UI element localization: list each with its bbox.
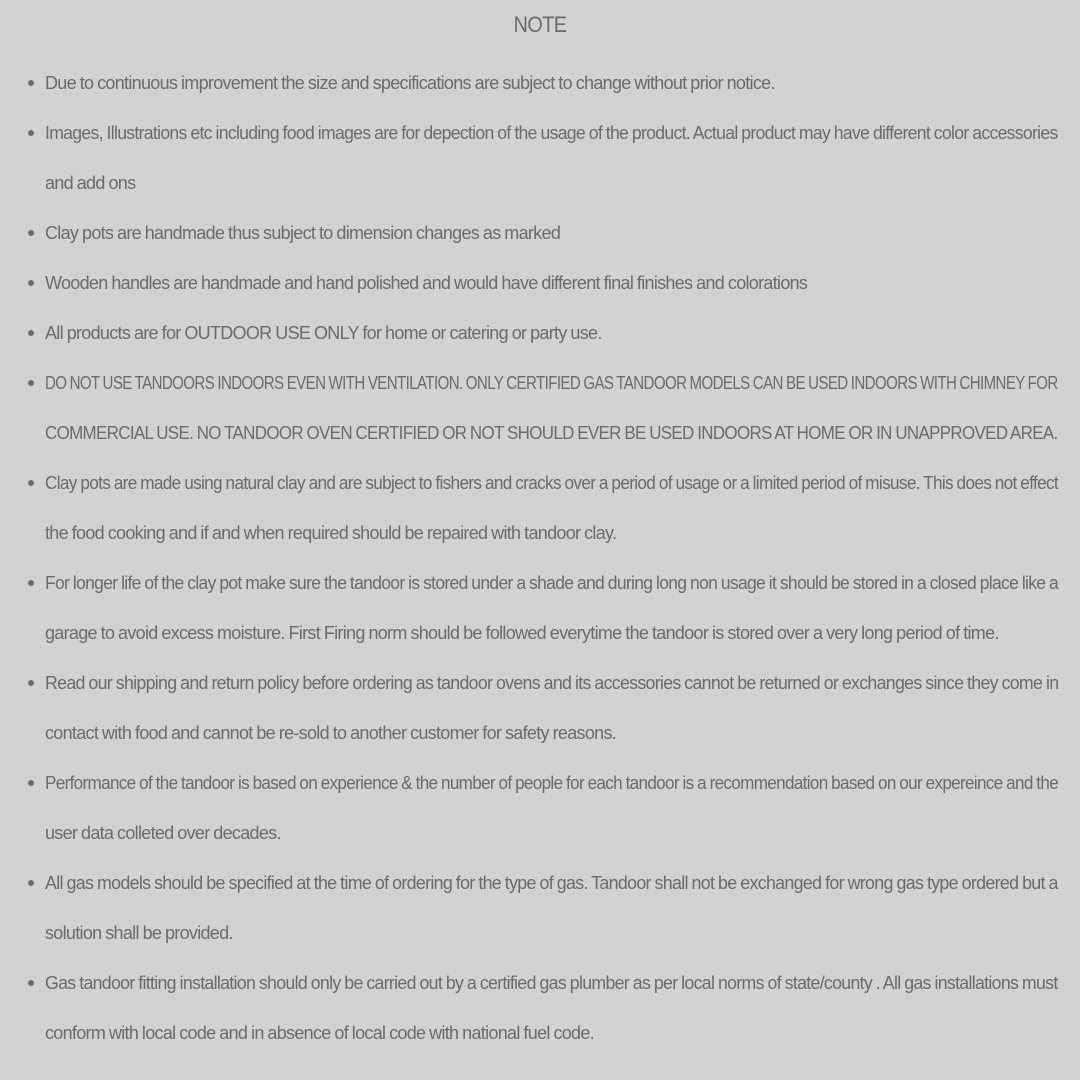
list-item <box>0 108 1080 208</box>
list-item <box>0 458 1080 558</box>
list-item-text: conform with local code and in absence of local code with national fuel code. <box>45 1023 594 1043</box>
bullet-icon <box>28 330 34 336</box>
page-title: NOTE <box>513 12 567 37</box>
bullet-icon <box>28 130 34 136</box>
bullet-icon <box>28 980 34 986</box>
list-item <box>0 208 1080 258</box>
bullet-icon <box>28 80 34 86</box>
list-item-text: garage to avoid excess moisture. First Firing norm should be followed everytime the tandoor is stored over a very long period of time. <box>45 623 999 643</box>
list-item-text: Clay pots are handmade thus subject to dimension changes as marked <box>45 223 561 243</box>
bullet-icon <box>28 880 34 886</box>
list-item-text: All gas models should be specified at the time of ordering for the type of gas. Tandoor shall not be exchanged for wrong gas type ordered but a <box>45 873 1058 893</box>
list-item <box>0 358 1080 458</box>
list-item-text: Gas tandoor fitting installation should only be carried out by a certified gas plumber as per local norms of state/county . All gas installations must <box>45 973 1058 993</box>
note-list <box>0 58 1080 1058</box>
list-item-text: the food cooking and if and when required should be repaired with tandoor clay. <box>45 523 617 543</box>
bullet-icon <box>28 580 34 586</box>
list-item-text: All products are for OUTDOOR USE ONLY for home or catering or party use. <box>45 323 602 343</box>
list-item-text: Due to continuous improvement the size and specifications are subject to change without prior notice. <box>45 73 775 93</box>
list-item-text: For longer life of the clay pot make sure the tandoor is stored under a shade and during long non usage it should be stored in a closed place like a <box>45 573 1059 593</box>
bullet-icon <box>28 280 34 286</box>
bullet-icon <box>28 380 34 386</box>
list-item-text: user data colleted over decades. <box>45 823 281 843</box>
list-item-text: COMMERCIAL USE. NO TANDOOR OVEN CERTIFIED OR NOT SHOULD EVER BE USED INDOORS AT HOME OR IN UNAPPROVED AREA. <box>45 423 1058 443</box>
list-item <box>0 958 1080 1058</box>
list-item-text: contact with food and cannot be re-sold to another customer for safety reasons. <box>45 723 617 743</box>
list-item-text: DO NOT USE TANDOORS INDOORS EVEN WITH VENTILATION. ONLY CERTIFIED GAS TANDOOR MODELS CAN BE USED INDOORS WITH CHIMNEY FOR <box>45 373 1058 393</box>
list-item <box>0 58 1080 108</box>
list-item-text: solution shall be provided. <box>45 923 233 943</box>
list-item-text: Read our shipping and return policy before ordering as tandoor ovens and its accessories cannot be returned or exchanges since they come in <box>45 673 1059 693</box>
list-item-text: Clay pots are made using natural clay and are subject to fishers and cracks over a period of usage or a limited period of misuse. This does not effect <box>45 473 1059 493</box>
bullet-icon <box>28 680 34 686</box>
list-item-text: and add ons <box>45 173 136 193</box>
bullet-icon <box>28 780 34 786</box>
list-item <box>0 258 1080 308</box>
bullet-icon <box>28 480 34 486</box>
list-item-text: Performance of the tandoor is based on experience & the number of people for each tandoor is a recommendation based on our expereince and the <box>45 773 1059 793</box>
list-item <box>0 858 1080 958</box>
list-item-text: Images, Illustrations etc including food images are for depection of the usage of the product. Actual product may have different color accessories <box>45 123 1058 143</box>
list-item-text: Wooden handles are handmade and hand polished and would have different final finishes and colorations <box>45 273 808 293</box>
list-item <box>0 308 1080 358</box>
list-item <box>0 758 1080 858</box>
list-item <box>0 658 1080 758</box>
list-item <box>0 558 1080 658</box>
bullet-icon <box>28 230 34 236</box>
